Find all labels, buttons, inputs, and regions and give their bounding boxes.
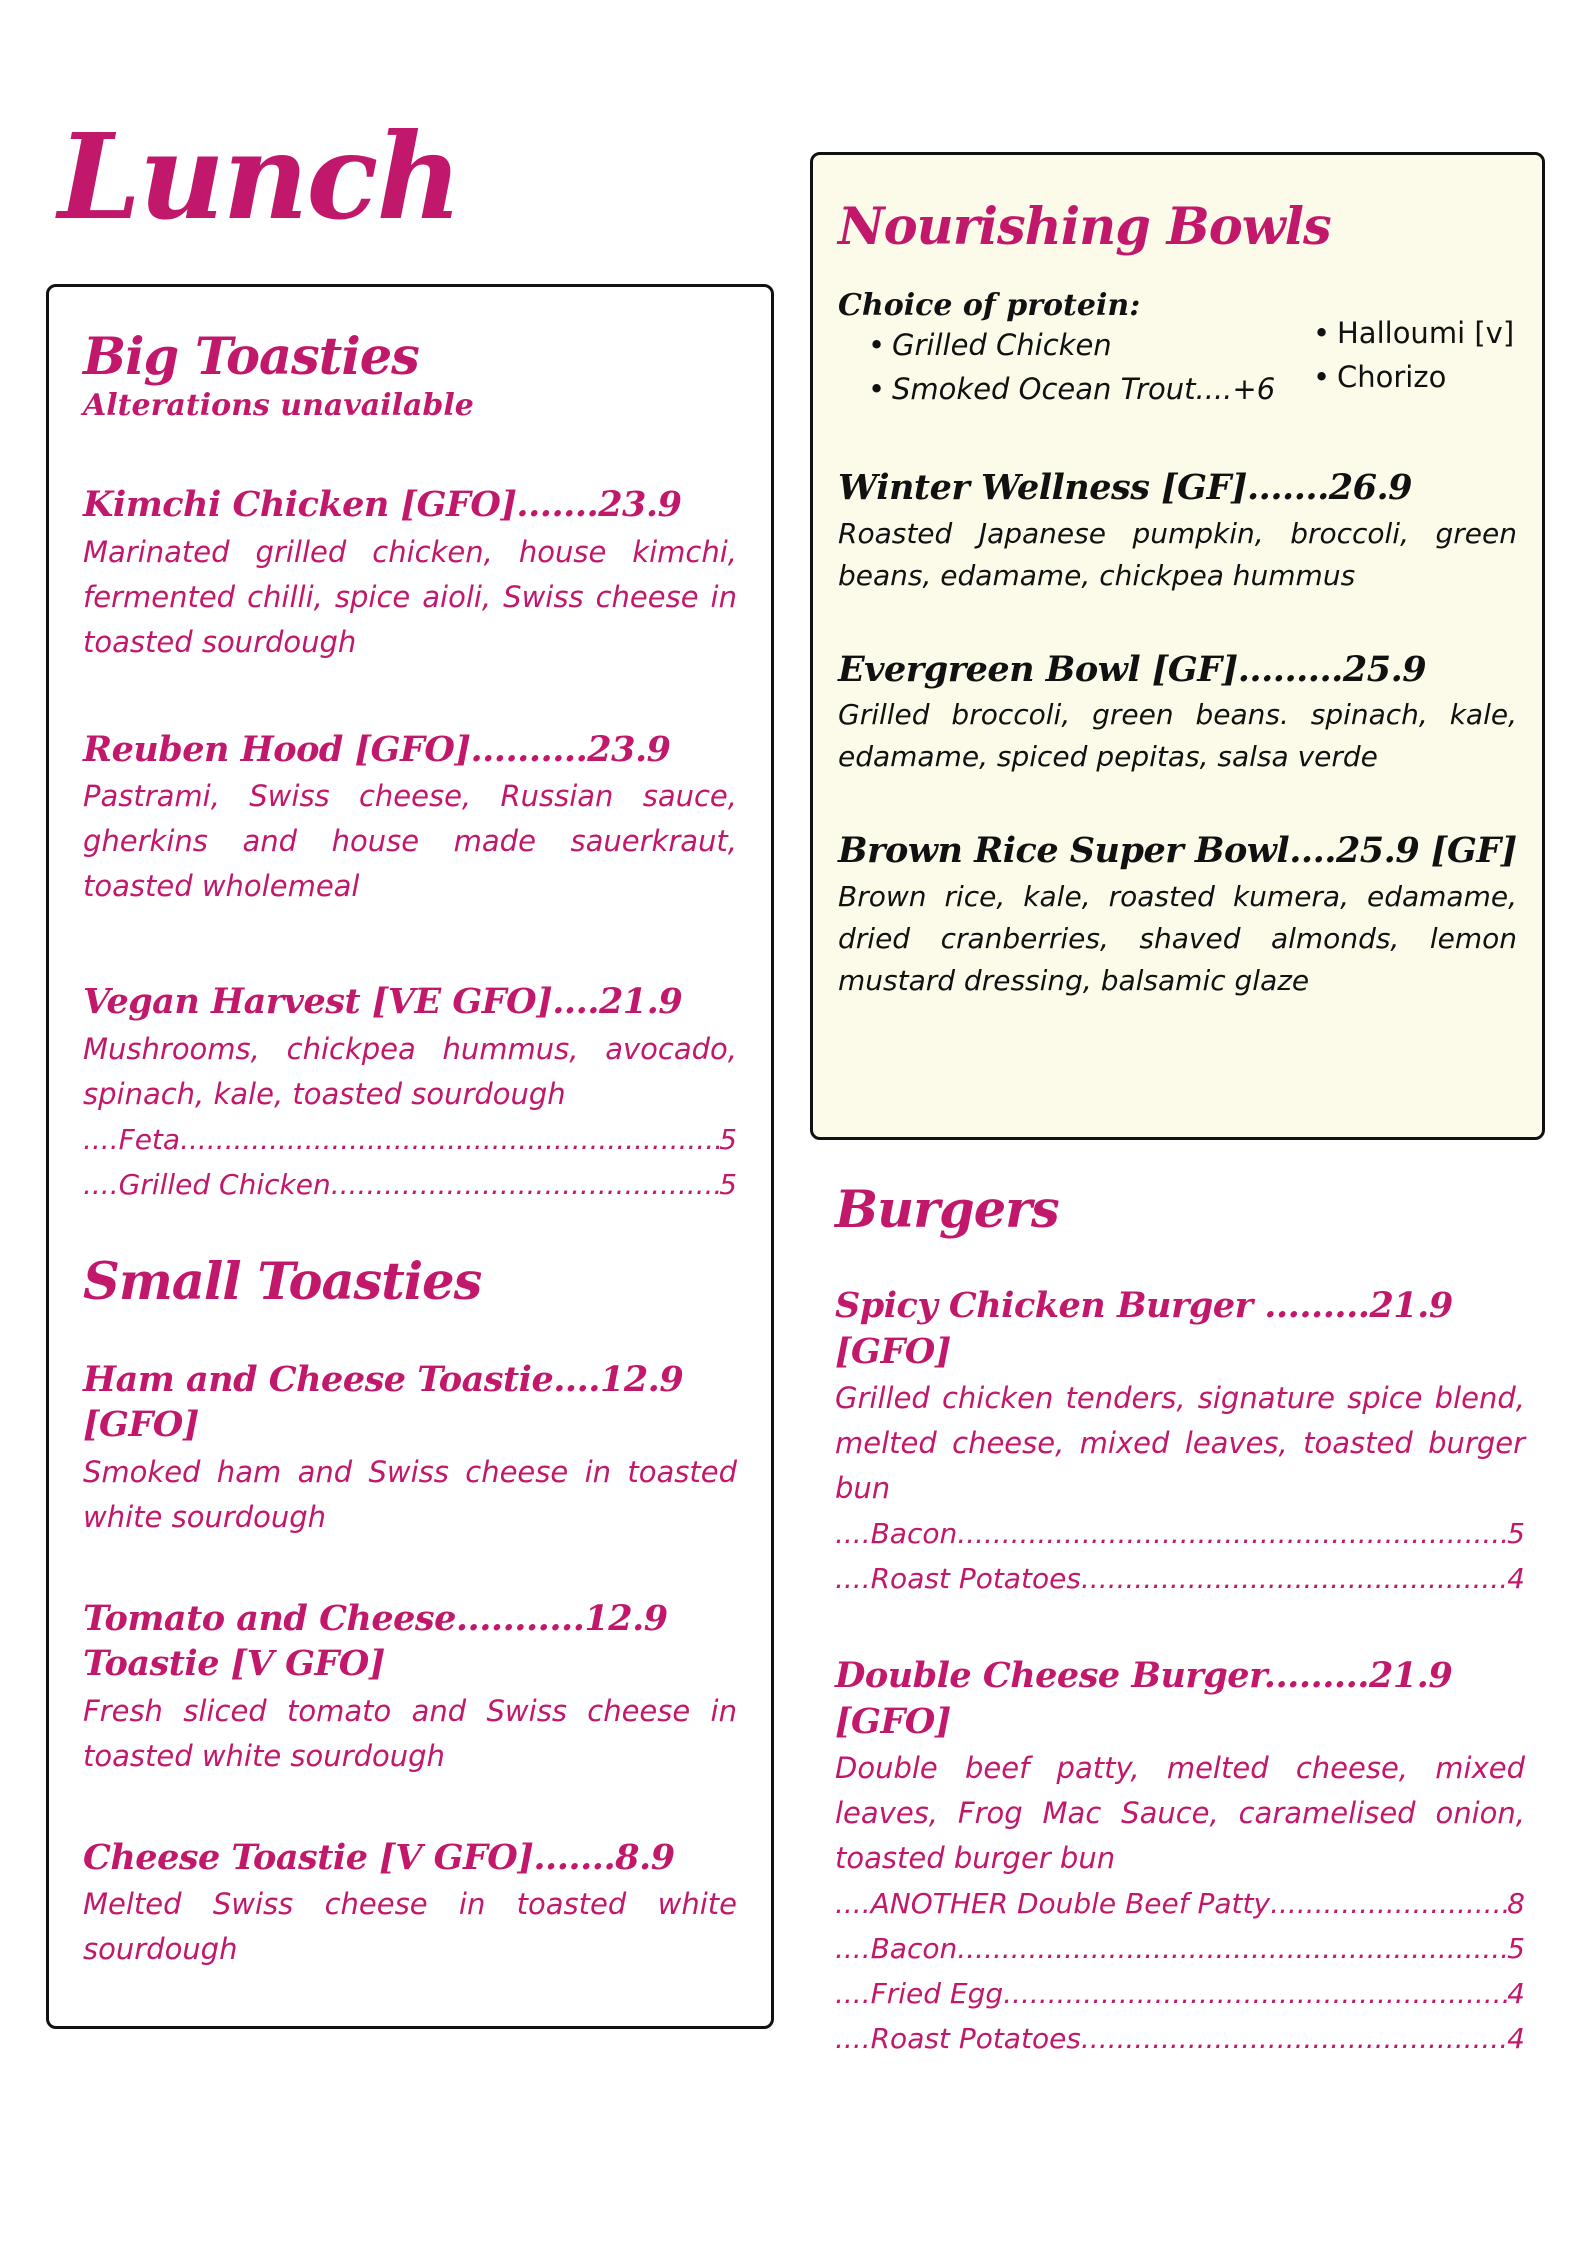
item-name: Spicy Chicken Burger .........21.9 [GFO] (835, 1285, 1453, 1372)
menu-item (83, 979, 737, 1207)
addon-row (835, 1926, 1525, 1971)
small-toasties-title: Small Toasties (83, 1251, 482, 1312)
menu-item (83, 482, 737, 665)
item-description: Brown rice, kale, roasted kumera, edamame, dried cranberries, shaved almonds, lemon mustard dressing, balsamic glaze (838, 879, 1517, 997)
addon-price: 4 (1507, 1977, 1525, 2011)
addon-price: 4 (1507, 2022, 1525, 2056)
addon-row (835, 1511, 1525, 1556)
item-name: Double Cheese Burger.........21.9 [GFO] (835, 1655, 1453, 1742)
big-toasties-subtitle: Alterations unavailable (83, 388, 474, 424)
menu-item (838, 828, 1517, 1002)
item-name: Tomato and Cheese...........12.9 Toastie [V GFO] (83, 1597, 668, 1685)
item-description: Grilled broccoli, green beans. spinach, kale, edamame, spiced pepitas, salsa verde (838, 698, 1517, 774)
item-description: Melted Swiss cheese in toasted white sourdough (83, 1887, 737, 1967)
item-description: Marinated grilled chicken, house kimchi, fermented chilli, spice aioli, Swiss cheese in toasted sourdough (83, 534, 737, 659)
addon-price: 4 (1507, 1562, 1525, 1596)
leader-dots (1081, 2016, 1507, 2061)
item-description: Fresh sliced tomato and Swiss cheese in toasted white sourdough (83, 1693, 737, 1773)
leader-dots (1003, 1971, 1507, 2016)
addon-price: 5 (719, 1122, 737, 1156)
leader-dots (331, 1162, 719, 1207)
addon-label: ....ANOTHER Double Beef Patty (835, 1887, 1271, 1921)
bowls-panel (810, 152, 1545, 1140)
item-description: Grilled chicken tenders, signature spice blend, melted cheese, mixed leaves, toasted burger bun (835, 1381, 1525, 1506)
menu-item (83, 1357, 737, 1540)
protein-option: • Halloumi [v] (1313, 311, 1514, 355)
leader-dots (180, 1117, 719, 1162)
leader-dots (957, 1926, 1507, 1971)
menu-item (835, 1653, 1525, 2061)
protein-list-right (1313, 311, 1514, 399)
addon-row (83, 1117, 737, 1162)
leader-dots (957, 1511, 1507, 1556)
item-name: Kimchi Chicken [GFO].......23.9 (83, 484, 682, 526)
addon-price: 5 (719, 1167, 737, 1201)
addon-label: ....Bacon (835, 1517, 958, 1551)
item-name: Winter Wellness [GF].......26.9 (838, 467, 1413, 509)
item-name: Brown Rice Super Bowl....25.9 [GF] (838, 830, 1517, 872)
item-name: Reuben Hood [GFO]..........23.9 (83, 728, 671, 770)
item-name: Evergreen Bowl [GF].........25.9 (838, 648, 1427, 690)
leader-dots (1270, 1881, 1507, 1926)
menu-item (838, 647, 1517, 779)
addon-price: 8 (1507, 1887, 1525, 1921)
menu-item (83, 1596, 737, 1779)
item-name: Vegan Harvest [VE GFO]....21.9 (83, 981, 683, 1023)
addon-label: ....Bacon (835, 1932, 958, 1966)
toasties-panel (46, 284, 774, 2029)
protein-list-left (868, 323, 1275, 411)
protein-label: Choice of protein: (838, 288, 1141, 324)
item-name: Ham and Cheese Toastie....12.9 [GFO] (83, 1358, 684, 1446)
item-description: Mushrooms, chickpea hummus, avocado, spinach, kale, toasted sourdough (83, 1031, 737, 1111)
addon-row (83, 1162, 737, 1207)
item-description: Pastrami, Swiss cheese, Russian sauce, gherkins and house made sauerkraut, toasted wholemeal (83, 779, 737, 904)
item-name: Cheese Toastie [V GFO].......8.9 (83, 1836, 675, 1878)
addon-label: ....Roast Potatoes (835, 1562, 1081, 1596)
menu-item (835, 1283, 1525, 1601)
addon-label: ....Fried Egg (835, 1977, 1004, 2011)
bowls-title: Nourishing Bowls (838, 197, 1331, 257)
addon-price: 5 (1507, 1517, 1525, 1551)
addon-label: ....Roast Potatoes (835, 2022, 1081, 2056)
leader-dots (1081, 1556, 1507, 1601)
page-title: Lunch (58, 107, 461, 246)
addon-row (835, 2016, 1525, 2061)
protein-option: • Chorizo (1313, 355, 1514, 399)
addon-row (835, 1971, 1525, 2016)
addon-row (835, 1556, 1525, 1601)
item-description: Double beef patty, melted cheese, mixed leaves, Frog Mac Sauce, caramelised onion, toasted burger bun (835, 1751, 1525, 1876)
protein-option: • Smoked Ocean Trout....+6 (868, 367, 1275, 411)
addon-price: 5 (1507, 1932, 1525, 1966)
addon-label: ....Grilled Chicken (83, 1167, 331, 1201)
burgers-title: Burgers (835, 1180, 1059, 1240)
menu-item (838, 465, 1517, 597)
menu-item (83, 1835, 737, 1973)
menu-item (83, 727, 737, 910)
item-description: Smoked ham and Swiss cheese in toasted white sourdough (83, 1454, 737, 1534)
addon-label: ....Feta (83, 1122, 181, 1156)
protein-options (838, 316, 1517, 435)
protein-option: • Grilled Chicken (868, 323, 1275, 367)
addon-row (835, 1881, 1525, 1926)
big-toasties-title: Big Toasties (83, 327, 419, 387)
item-description: Roasted Japanese pumpkin, broccoli, green beans, edamame, chickpea hummus (838, 516, 1517, 592)
